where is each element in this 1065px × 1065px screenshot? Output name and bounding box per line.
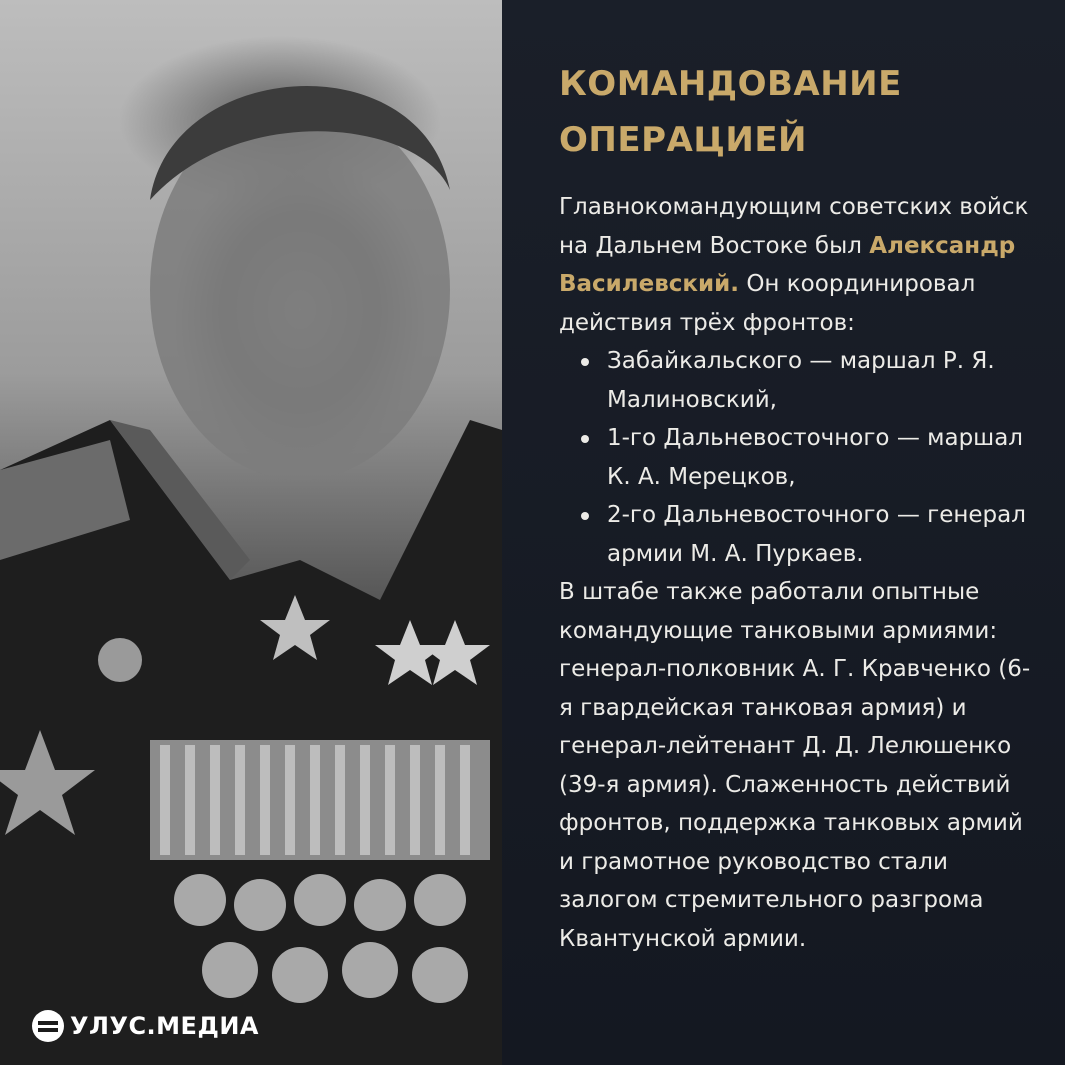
fronts-list	[559, 342, 1039, 573]
ulus-media-logo[interactable]	[32, 1010, 259, 1042]
title-line-1: КОМАНДОВАНИЕ	[559, 64, 902, 104]
intro-paragraph	[559, 188, 1039, 342]
commander-name: Александр Василевский.	[559, 232, 1016, 297]
logo-text: УЛУС.МЕДИА	[70, 1012, 259, 1040]
page-title	[559, 56, 1039, 168]
conclusion-paragraph: В штабе также работали опытные командующие танковыми армиями: генерал-полковник А. Г. Кравченко (6-я гвардейская танковая армия) и генерал-лейтенант Д. Д. Лелюшенко (39-я армия). Слаженность действий фронтов, поддержка танковых армий и грамотное руководство стали залогом стремительного разгрома Квантунской армии.	[559, 579, 1031, 952]
list-item: Забайкальского — маршал Р. Я. Малиновский,	[607, 342, 1039, 419]
portrait-silhouette	[0, 0, 502, 1065]
list-item: 2-го Дальневосточного — генерал армии М. А. Пуркаев.	[607, 496, 1039, 573]
intro-before: Главнокомандующим советских войск на Дальнем Востоке был	[559, 194, 1029, 259]
portrait-photo	[0, 0, 502, 1065]
text-content	[559, 56, 1039, 958]
intro-after: Он координировал действия трёх фронтов:	[559, 271, 976, 336]
text-panel	[502, 0, 1065, 1065]
list-item: 1-го Дальневосточного — маршал К. А. Мерецков,	[607, 419, 1039, 496]
title-line-2: ОПЕРАЦИЕЙ	[559, 120, 807, 160]
ulus-media-logo-icon	[32, 1010, 64, 1042]
